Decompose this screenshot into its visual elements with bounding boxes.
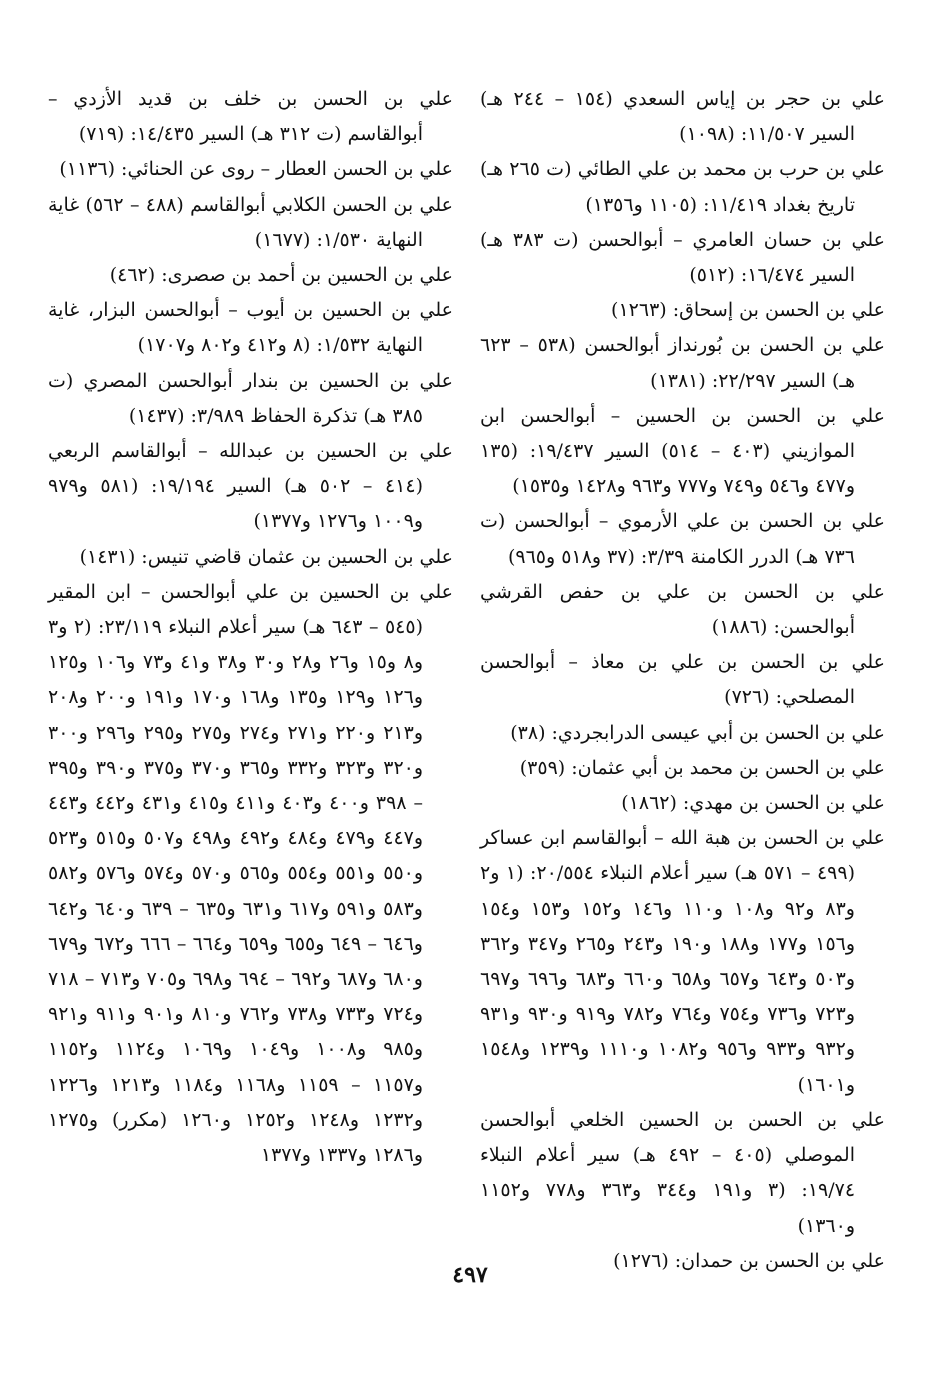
index-entry: علي بن الحسن بن أبي عيسى الدرابجردي: (٣٨) [510,721,885,744]
index-entry: علي بن الحسن بن الحسين الخلعي أبوالحسن الموصلي (٤٠٥ – ٤٩٢ هـ) سير أعلام النبلاء ١٩/٧٤: (٣ و١٩١ و٣٤٤ و٣٦٣ و٧٧٨ و١١٥٢ و١٣٦٠) [480,1108,885,1237]
index-entry: علي بن الحسن بن علي بن حفص القرشي أبوالحسن: (١٨٨٦) [480,580,885,639]
page-number: ٤٩٧ [452,1262,488,1288]
index-entry: علي بن الحسن بن حمدان: (١٢٧٦) [613,1249,885,1272]
index-entry: علي بن الحسين بن عبدالله – أبوالقاسم الربعي (٤١٤ – ٥٠٢ هـ) السير ١٩/١٩٤: (٥٨١ و٩٧٩ و١٠٠٩ و١٢٧٦ و١٣٧٧) [48,440,453,533]
index-entry: علي بن الحسن بن محمد بن أبي عثمان: (٣٥٩) [519,756,885,779]
index-entry: علي بن الحسين بن عثمان قاضي تنيس: (١٤٣١) [79,545,453,568]
index-entry: علي بن الحسن الكلابي أبوالقاسم (٤٨٨ – ٥٦٢) غاية النهاية ١/٥٣٠: (١٦٧٧) [48,193,453,251]
index-entry: علي بن الحسن العطار – روى عن الحنائي: (١١٣٦) [59,158,453,181]
index-entry: علي بن الحسن بن إسحاق: (١٢٦٣) [611,299,885,322]
index-entry: علي بن حجر بن إياس السعدي (١٥٤ – ٢٤٤ هـ) السير ١١/٥٠٧: (١٠٩٨) [480,88,885,146]
index-entry: علي بن الحسن بن خلف بن قديد الأزدي – أبوالقاسم (ت ٣١٢ هـ) السير ١٤/٤٣٥: (٧١٩) [48,88,453,146]
index-entry: علي بن الحسن بن مهدي: (١٨٦٢) [621,792,885,815]
index-entry: علي بن الحسين بن أيوب – أبوالحسن البزار، غاية النهاية ١/٥٣٢: (٨ و٤١٢ و٨٠٢ و١٧٠٧) [48,299,453,357]
index-entry: علي بن حسان العامري – أبوالحسن (ت ٣٨٣ هـ) السير ١٦/٤٧٤: (٥١٢) [480,228,885,287]
index-entry: علي بن الحسن بن الحسين – أبوالحسن ابن الموازيني (٤٠٣ – ٥١٤) السير ١٩/٤٣٧: (١٣٥ و٤٧٧ و٥٤٦ و٧٤٩ و٧٧٧ و٩٦٣ و١٤٢٨ و١٥٣٥) [480,404,885,498]
index-entry: علي بن حرب بن محمد بن علي الطائي (ت ٢٦٥ هـ) تاريخ بغداد ١١/٤١٩: (١١٠٥ و١٣٥٦) [480,158,885,216]
index-entry: علي بن الحسن بن بُورنداز أبوالحسن (٥٣٨ – ٦٢٣ هـ) السير ٢٢/٢٩٧: (١٣٨١) [480,334,885,392]
index-entry: علي بن الحسن بن هبة الله – أبوالقاسم ابن عساكر (٤٩٩ – ٥٧١ هـ) سير أعلام النبلاء ٢٠/٥٥٤: (١ و٢ و٨٣ و٩٢ و١٠٨ و١١٠ و١٤٦ و١٥٢ و١٥٣ و١٥٤ و١٥٦ و١٧٧ و١٨٨ و١٩٠ و٢٤٣ و٢٦٥ و٣٤٧ و٣٦٢ و٥٠٣ و٦٤٣ و٦٥٧ و٦٥٨ و٦٦٠ و٦٨٣ و٦٩٦ و٦٩٧ و٧٢٣ و٧٣٦ و٧٥٤ و٧٦٤ و٧٨٢ و٩١٩ و٩٣٠ و٩٣١ و٩٣٢ و٩٣٣ و٩٥٦ و١٠٨٢ و١١١٠ و١٢٣٩ و١٥٤٨ و١٦٠١) [480,827,885,1096]
index-entry: علي بن الحسين بن علي أبوالحسن – ابن المقير (٥٤٥ – ٦٤٣ هـ) سير أعلام النبلاء ٢٣/١١٩: (٢ و٣ و٨ و١٥ و٢٦ و٢٨ و٣٠ و٣٨ و٤١ و٧٣ و١٠٦ و١٢٥ و١٢٦ و١٢٩ و١٣٥ و١٦٨ و١٧٠ و١٩١ و٢٠٠ و٢٠٨ و٢١٣ و٢٢٠ و٢٧١ و٢٧٤ و٢٧٥ و٢٩٥ و٢٩٦ و٣٠٠ و٣٢٠ و٣٢٣ و٣٣٢ و٣٦٥ و٣٧٠ و٣٧٥ و٣٩٠ و٣٩٥ – ٣٩٨ و٤٠٠ و٤٠٣ و٤١١ و٤١٥ و٤٣١ و٤٤٢ و٤٤٣ و٤٤٧ و٤٧٩ و٤٨٤ و٤٩٢ و٤٩٨ و٥٠٧ و٥١٥ و٥٢٣ و٥٥٠ و٥٥١ و٥٥٤ و٥٦٥ و٥٧٠ و٥٧٤ و٥٧٦ و٥٨٢ و٥٨٣ و٥٩١ و٦١٧ و٦٣١ و٦٣٥ – ٦٣٩ و٦٤٠ و٦٤٢ و٦٤٦ – ٦٤٩ و٦٥٥ و٦٥٩ و٦٦٤ – ٦٦٦ و٦٧٢ و٦٧٩ و٦٨٠ و٦٨٧ و٦٩٢ – ٦٩٤ و٦٩٨ و٧٠٥ و٧١٣ – ٧١٨ و٧٢٤ و٧٣٣ و٧٣٨ و٧٦٢ و٨١٠ و٩٠١ و٩١١ و٩٢١ و٩٨٥ و١٠٠٨ و١٠٤٩ و١٠٦٩ و١١٢٤ و١١٥٢ و١١٥٧ – ١١٥٩ و١١٦٨ و١١٨٤ و١٢١٣ و١٢٢٦ و١٢٣٢ و١٢٤٨ و١٢٥٢ و١٢٦٠ (مكرر) و١٢٧٥ و١٢٨٦ و١٣٣٧ و١٣٧٧ [48,580,453,1167]
left-column [48,82,453,1173]
index-entry: علي بن الحسن بن علي الأرموي – أبوالحسن (ت ٧٣٦ هـ) الدرر الكامنة ٣/٣٩: (٣٧ و٥١٨ و٩٦٥) [480,510,885,568]
right-column [480,82,885,1279]
index-entry: علي بن الحسين بن أحمد بن صصرى: (٤٦٢) [109,264,453,287]
index-entry: علي بن الحسن بن علي بن معاذ – أبوالحسن المصلحي: (٧٢٦) [480,651,885,709]
index-entry: علي بن الحسين بن بندار أبوالحسن المصري (ت ٣٨٥ هـ) تذكرة الحفاظ ٣/٩٨٩: (١٤٣٧) [48,369,453,427]
